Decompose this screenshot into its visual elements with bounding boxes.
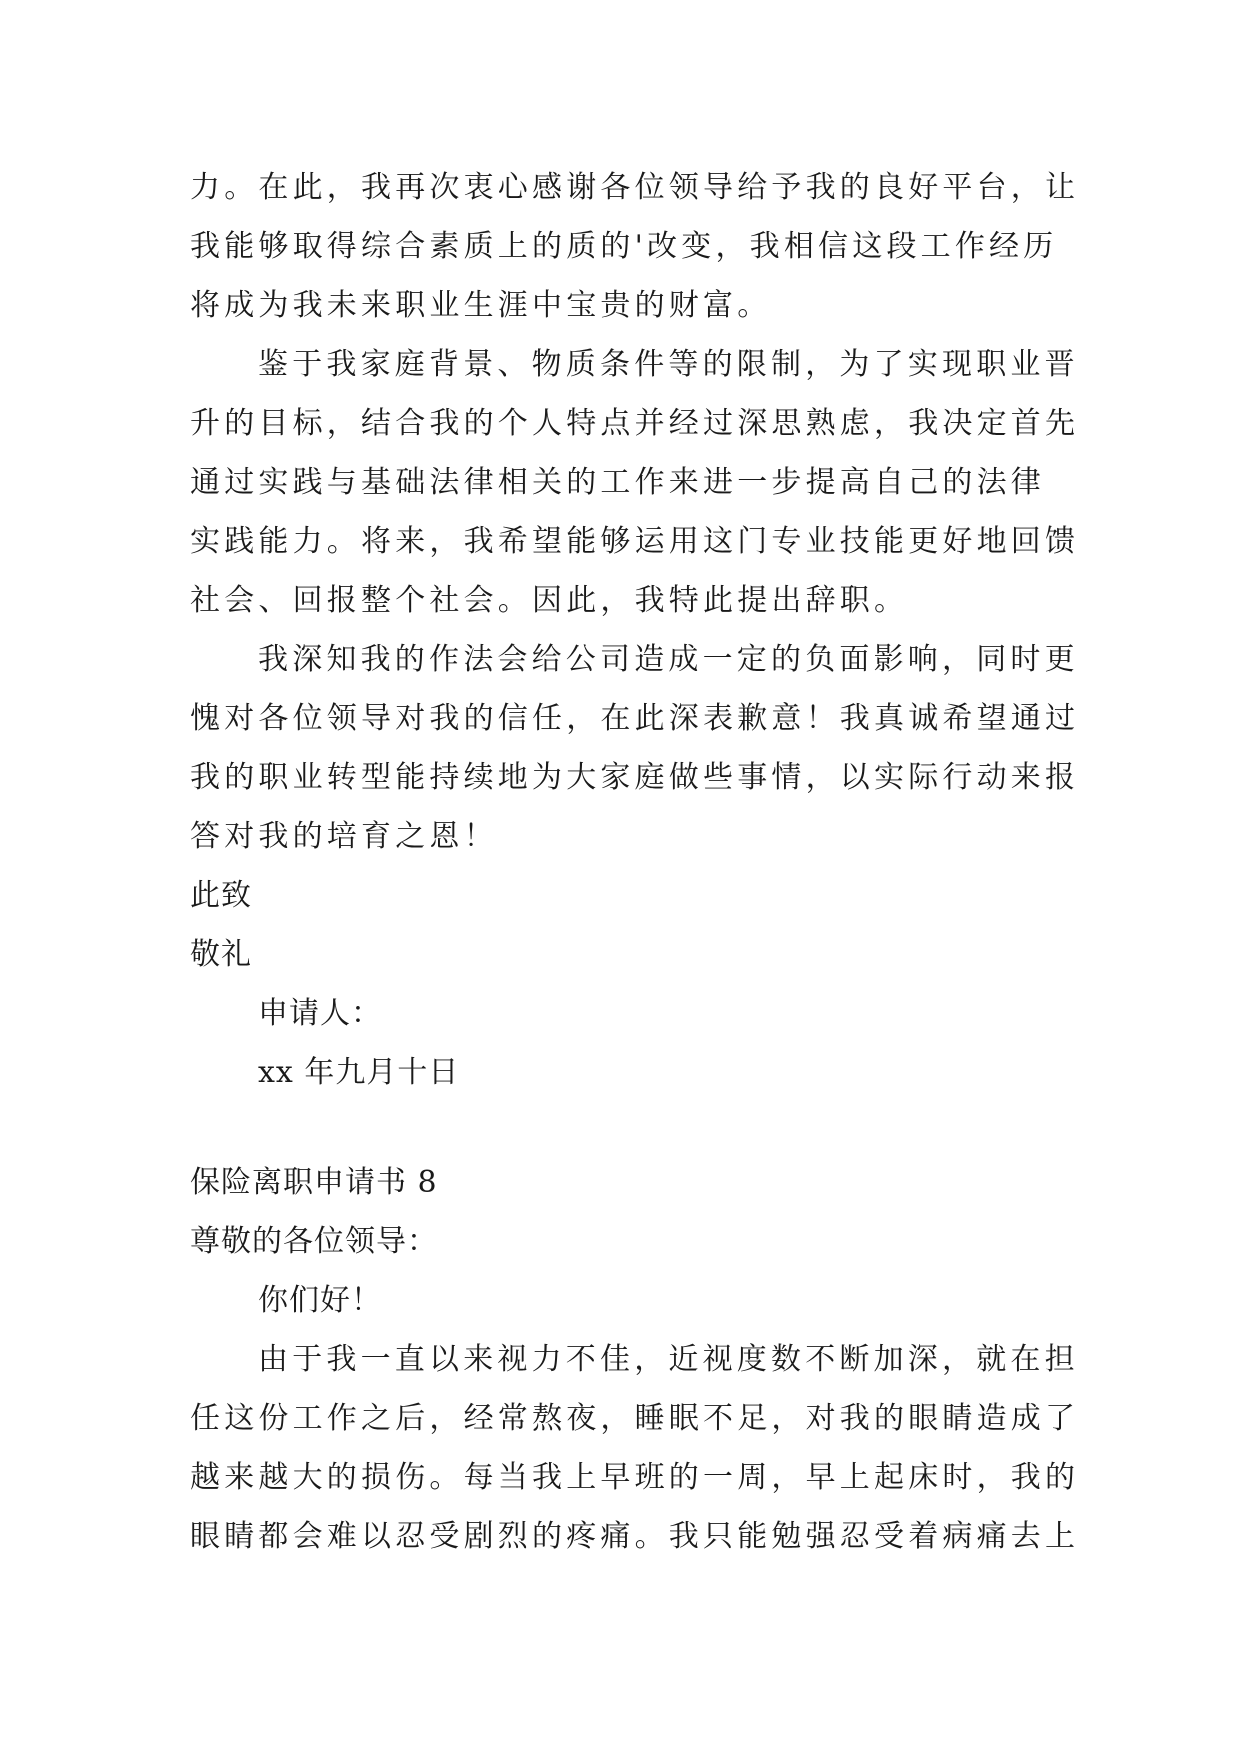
paragraph-first-line: 鉴于我家庭背景、物质条件等的限制，为了实现职业晋	[258, 347, 1079, 382]
body-text-line: 答对我的培育之恩！	[190, 819, 498, 854]
body-text-line: 实践能力。将来，我希望能够运用这门专业技能更好地回馈	[190, 524, 1080, 559]
body-text-line: 我能够取得综合素质上的质的'改变，我相信这段工作经历	[190, 229, 1058, 264]
section-title: 保险离职申请书 8	[190, 1165, 438, 1200]
letter-recipient: 尊敬的各位领导：	[190, 1224, 438, 1259]
body-text-line: 将成为我未来职业生涯中宝贵的财富。	[190, 288, 772, 323]
closing-regards: 敬礼	[190, 937, 252, 972]
signature-date: xx 年九月十日	[258, 1055, 460, 1090]
body-text-line: 越来越大的损伤。每当我上早班的一周，早上起床时，我的	[190, 1460, 1080, 1495]
body-text-line: 通过实践与基础法律相关的工作来进一步提高自己的法律	[190, 465, 1045, 500]
body-text-line: 力。在此，我再次衷心感谢各位领导给予我的良好平台，让	[190, 170, 1080, 205]
body-text-line: 升的目标，结合我的个人特点并经过深思熟虑，我决定首先	[190, 406, 1080, 441]
signature-applicant: 申请人：	[258, 996, 382, 1031]
body-text-line: 社会、回报整个社会。因此，我特此提出辞职。	[190, 583, 909, 618]
body-text-line: 眼睛都会难以忍受剧烈的疼痛。我只能勉强忍受着病痛去上	[190, 1519, 1080, 1554]
body-text-line: 愧对各位领导对我的信任，在此深表歉意！我真诚希望通过	[190, 701, 1080, 736]
letter-greeting: 你们好！	[258, 1283, 382, 1318]
paragraph-first-line: 我深知我的作法会给公司造成一定的负面影响，同时更	[258, 642, 1079, 677]
body-text-line: 我的职业转型能持续地为大家庭做些事情，以实际行动来报	[190, 760, 1080, 795]
closing-salutation: 此致	[190, 878, 252, 913]
paragraph-first-line: 由于我一直以来视力不佳，近视度数不断加深，就在担	[258, 1342, 1079, 1377]
body-text-line: 任这份工作之后，经常熬夜，睡眠不足，对我的眼睛造成了	[190, 1401, 1080, 1436]
